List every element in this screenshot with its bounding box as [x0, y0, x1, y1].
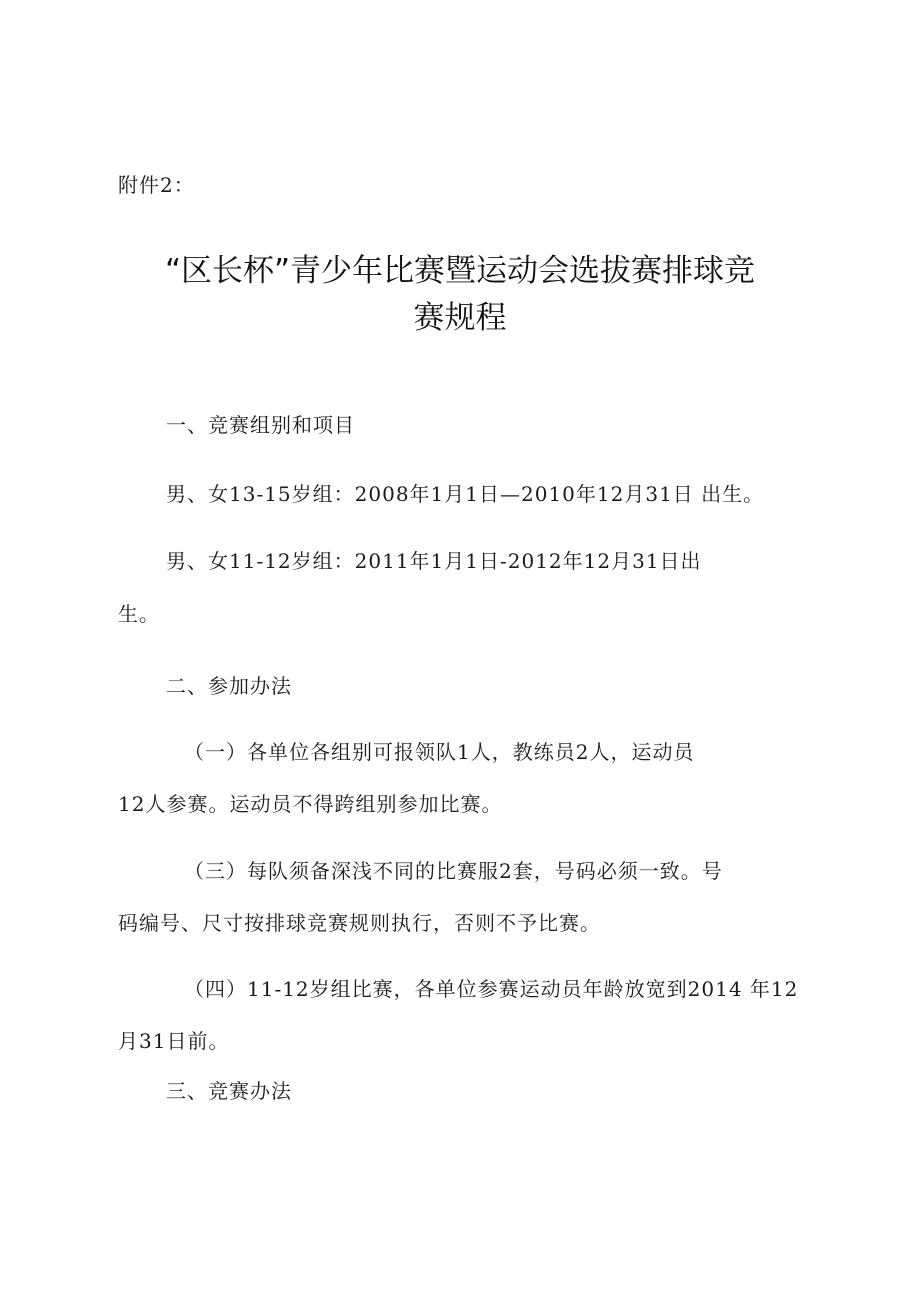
- section-heading-3: 三、竞赛办法: [166, 1079, 292, 1103]
- paragraph-line: 生。: [118, 602, 160, 626]
- paragraph-line: （四）11-12岁组比赛，各单位参赛运动员年龄放宽到2014 年12: [184, 977, 799, 1001]
- section-heading-1: 一、竞赛组别和项目: [166, 413, 355, 437]
- paragraph-line: 12人参赛。运动员不得跨组别参加比赛。: [118, 792, 503, 816]
- attachment-label: 附件2：: [118, 173, 195, 197]
- paragraph-line: （三）每队须备深浅不同的比赛服2套，号码必须一致。号: [184, 859, 723, 883]
- paragraph-line: 男、女11-12岁组：2011年1月1日-2012年12月31日出: [166, 549, 702, 573]
- document-title-line-1: “区长杯”青少年比赛暨运动会选拔赛排球竞: [164, 253, 756, 289]
- section-heading-2: 二、参加办法: [166, 674, 292, 698]
- paragraph-line: （一）各单位各组别可报领队1人，教练员2人，运动员: [184, 740, 695, 764]
- paragraph-line: 月31日前。: [118, 1029, 230, 1053]
- document-title-line-2: 赛规程: [413, 300, 507, 336]
- paragraph-line: 男、女13-15岁组：2008年1月1日—2010年12月31日 出生。: [166, 482, 765, 506]
- paragraph-line: 码编号、尺寸按排球竞赛规则执行，否则不予比赛。: [118, 911, 601, 935]
